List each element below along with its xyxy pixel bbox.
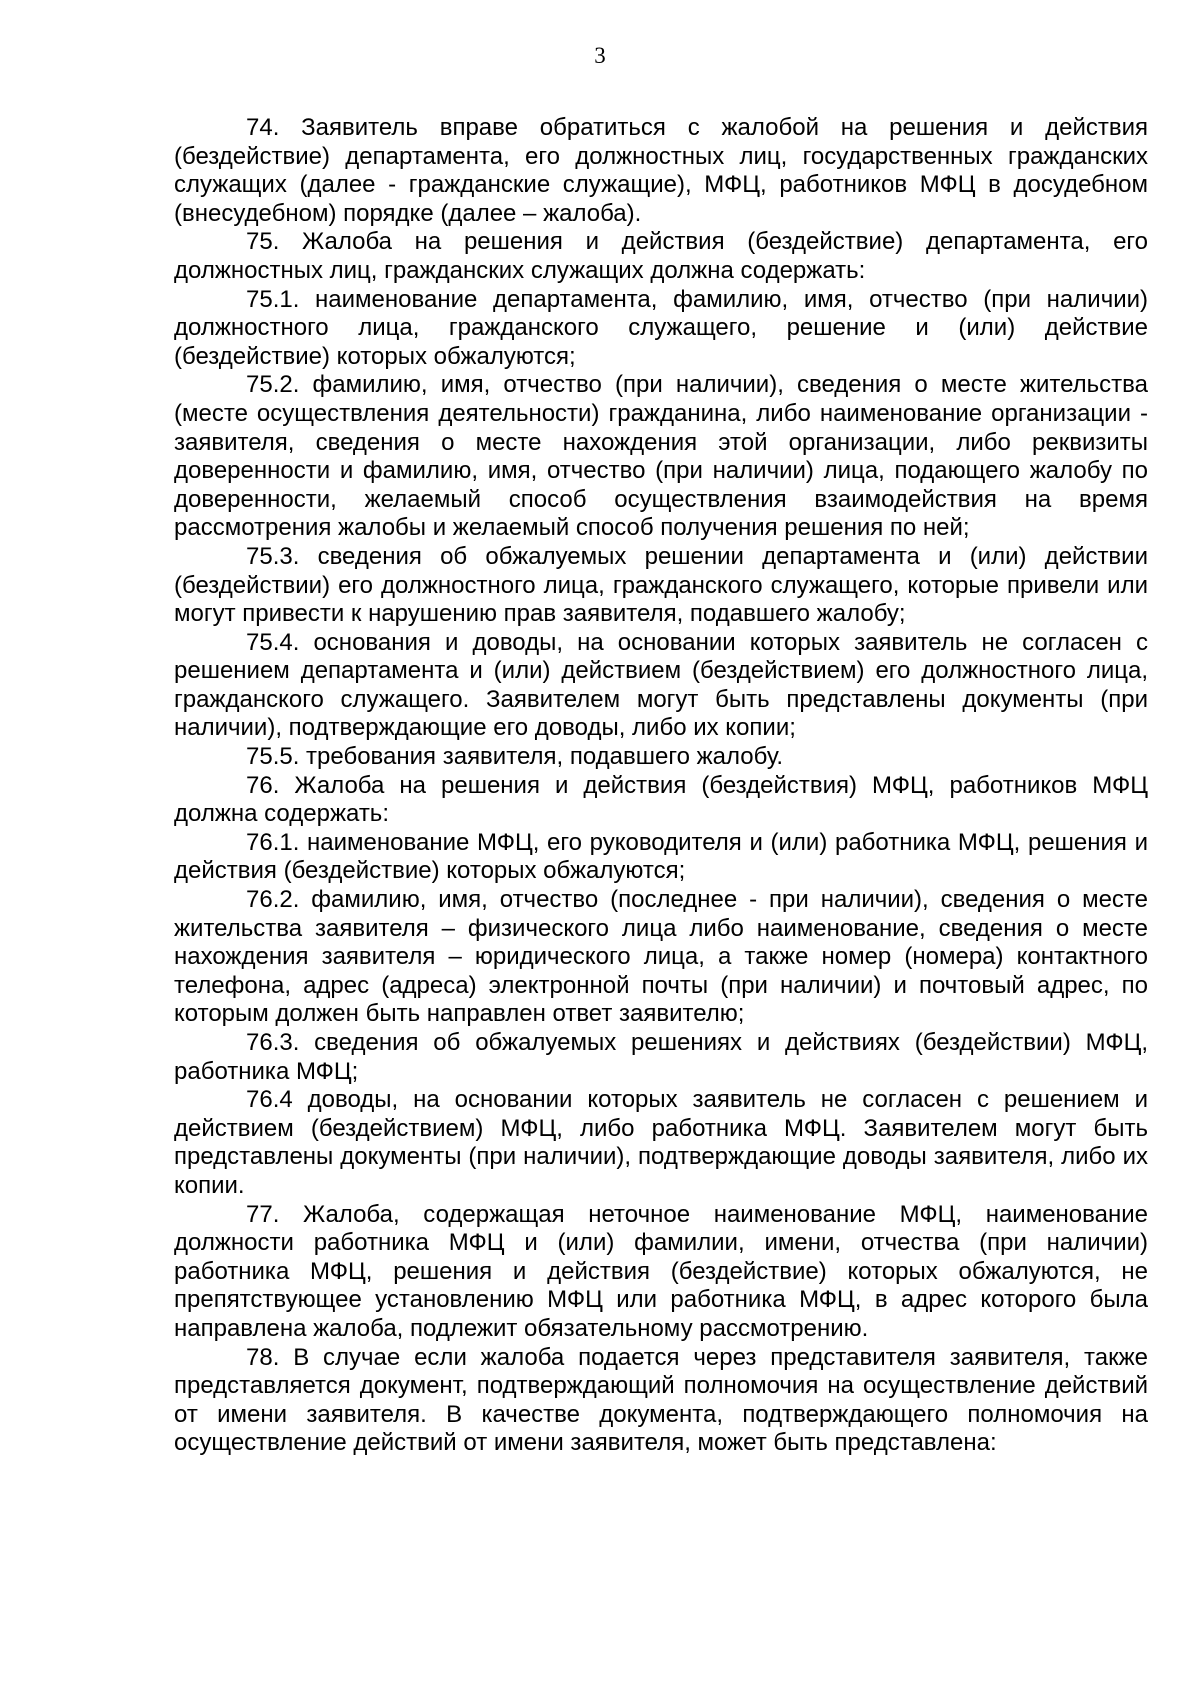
paragraph-76-4: 76.4 доводы, на основании которых заявитель не согласен с решением и действием (бездействием) МФЦ, либо работника МФЦ. Заявителем могут быть представлены документы (при наличии), подтверждающие доводы заявителя, либо их копии. (174, 1086, 1148, 1199)
paragraph-75: 75. Жалоба на решения и действия (бездействие) департамента, его должностных лиц, гражданских служащих должна содержать: (174, 228, 1148, 284)
page-number: 3 (594, 43, 606, 68)
paragraph-76-1: 76.1. наименование МФЦ, его руководителя и (или) работника МФЦ, решения и действия (бездействие) которых обжалуются; (174, 828, 1148, 885)
paragraph-75-5: 75.5. требования заявителя, подавшего жалобу. (246, 743, 784, 771)
paragraph-74: 74. Заявитель вправе обратиться с жалобой на решения и действия (бездействие) департамента, его должностных лиц, государственных гражданских служащих (далее - гражданские служащие), МФЦ, работников МФЦ в досудебном (внесудебном) порядке (далее – жалоба). (174, 114, 1148, 227)
paragraph-75-3: 75.3. сведения об обжалуемых решении департамента и (или) действии (бездействии) его должностного лица, гражданского служащего, которые привели или могут привести к нарушению прав заявителя, подавшего жалобу; (174, 542, 1148, 628)
paragraph-75-4: 75.4. основания и доводы, на основании которых заявитель не согласен с решением департамента и (или) действием (бездействием) его должностного лица, гражданского служащего. Заявителем могут быть представлены документы (при наличии), подтверждающие его доводы, либо их копии; (174, 628, 1148, 742)
paragraph-75-1: 75.1. наименование департамента, фамилию, имя, отчество (при наличии) должностного лица, гражданского служащего, решение и (или) действие (бездействие) которых обжалуются; (174, 285, 1148, 370)
paragraph-76-3: 76.3. сведения об обжалуемых решениях и действиях (бездействии) МФЦ, работника МФЦ; (174, 1029, 1148, 1085)
paragraph-77: 77. Жалоба, содержащая неточное наименование МФЦ, наименование должности работника МФЦ и (или) фамилии, имени, отчества (при наличии) работника МФЦ, решения и действия (бездействие) которых обжалуются, не препятствующее установлению МФЦ или работника МФЦ, в адрес которого была направлена жалоба, подлежит обязательному рассмотрению. (174, 1200, 1148, 1342)
paragraph-75-2: 75.2. фамилию, имя, отчество (при наличии), сведения о месте жительства (месте осуществления деятельности) гражданина, либо наименование организации - заявителя, сведения о месте нахождения этой организации, либо реквизиты доверенности и фамилию, имя, отчество (при наличии) лица, подающего жалобу по доверенности, желаемый способ осуществления взаимодействия на время рассмотрения жалобы и желаемый способ получения решения по ней; (174, 371, 1148, 542)
document-body (174, 114, 1148, 1458)
paragraph-76: 76. Жалоба на решения и действия (бездействия) МФЦ, работников МФЦ должна содержать: (174, 771, 1148, 828)
paragraph-78: 78. В случае если жалоба подается через представителя заявителя, также представляется документ, подтверждающий полномочия на осуществление действий от имени заявителя. В качестве документа, подтверждающего полномочия на осуществление действий от имени заявителя, может быть представлена: (174, 1343, 1148, 1457)
paragraph-76-2: 76.2. фамилию, имя, отчество (последнее - при наличии), сведения о месте жительства заявителя – физического лица либо наименование, сведения о месте нахождения заявителя – юридического лица, а также номер (номера) контактного телефона, адрес (адреса) электронной почты (при наличии) и почтовый адрес, по которым должен быть направлен ответ заявителю; (174, 886, 1148, 1028)
